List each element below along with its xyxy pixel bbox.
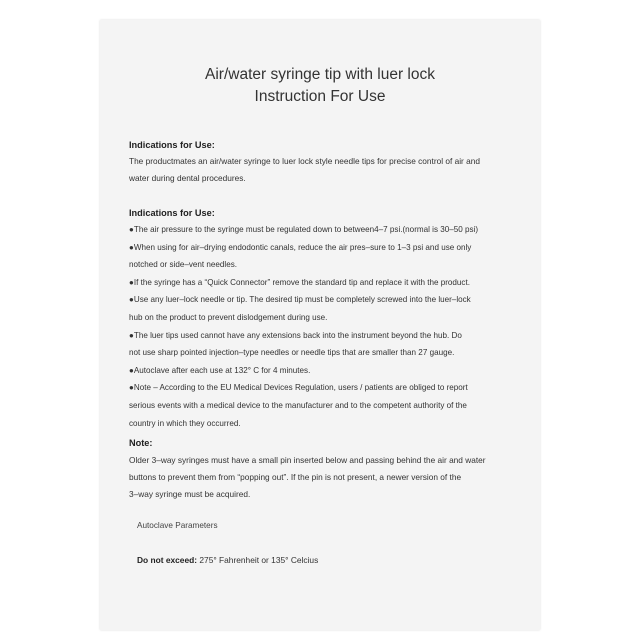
indications-list <box>129 221 534 432</box>
list-item-continuation: notched or side–vent needles. <box>129 260 237 270</box>
note-line: 3–way syringe must be acquired. <box>129 489 251 499</box>
bullet-icon: ● <box>129 277 134 287</box>
section-1-line: The productmates an air/water syringe to luer lock style needle tips for precise control of air and <box>129 156 480 166</box>
autoclave-parameters-label: Autoclave Parameters <box>137 521 218 530</box>
bullet-icon: ● <box>129 330 134 340</box>
list-item <box>129 327 534 345</box>
list-item-text: The air pressure to the syringe must be regulated down to between4–7 psi.(normal is 30–50 psi) <box>133 225 479 234</box>
section-1-body <box>129 153 529 187</box>
do-not-exceed-label: Do not exceed: <box>137 555 198 565</box>
bullet-icon: ● <box>129 242 134 252</box>
note-line: buttons to prevent them from “popping out”. If the pin is not present, a newer version of the <box>129 472 462 482</box>
section-1-line: water during dental procedures. <box>129 173 246 183</box>
title-line-2: Instruction For Use <box>254 88 386 105</box>
list-item-text: Note – According to the EU Medical Devices Regulation, users / patients are obliged to report <box>133 383 468 393</box>
list-item-continuation: not use sharp pointed injection–type needles or needle tips that are smaller than 27 gauge. <box>129 348 455 358</box>
section-1-heading: Indications for Use: <box>129 140 215 150</box>
title-line-1: Air/water syringe tip with luer lock <box>205 66 435 83</box>
list-item-text: If the syringe has a “Quick Connector” remove the standard tip and replace it with the product. <box>133 277 470 287</box>
section-2-heading: Indications for Use: <box>129 208 215 218</box>
bullet-icon: ● <box>129 383 134 393</box>
instruction-sheet <box>100 20 540 630</box>
list-item-continuation: hub on the product to prevent dislodgement during use. <box>129 312 328 322</box>
list-item <box>129 239 534 257</box>
document-title <box>100 64 540 108</box>
list-item <box>129 221 534 239</box>
list-item-text: Autoclave after each use at 132° C for 4 minutes. <box>133 365 311 375</box>
list-item-text: Use any luer–lock needle or tip. The desired tip must be completely screwed into the luer–lock <box>133 295 471 305</box>
max-temperature-value: 275° Fahrenheit or 135° Celcius <box>199 555 319 565</box>
bullet-icon: ● <box>129 365 134 375</box>
list-item <box>129 362 534 380</box>
list-item-text: When using for air–drying endodontic canals, reduce the air pres–sure to 1–3 psi and use only <box>133 242 472 252</box>
max-temperature <box>137 555 318 565</box>
bullet-icon: ● <box>129 225 134 234</box>
note-line: Older 3–way syringes must have a small pin inserted below and passing behind the air and water <box>129 455 486 465</box>
note-body <box>129 452 529 503</box>
note-heading: Note: <box>129 438 153 448</box>
list-item <box>129 291 534 309</box>
bullet-icon: ● <box>129 295 134 305</box>
list-item-text: The luer tips used cannot have any extensions back into the instrument beyond the hub. Do <box>133 330 462 340</box>
list-item <box>129 379 534 397</box>
list-item <box>129 274 534 292</box>
list-item-continuation: country in which they occurred. <box>129 418 241 428</box>
list-item-continuation: serious events with a medical device to the manufacturer and to the competent authority of the <box>129 400 467 410</box>
